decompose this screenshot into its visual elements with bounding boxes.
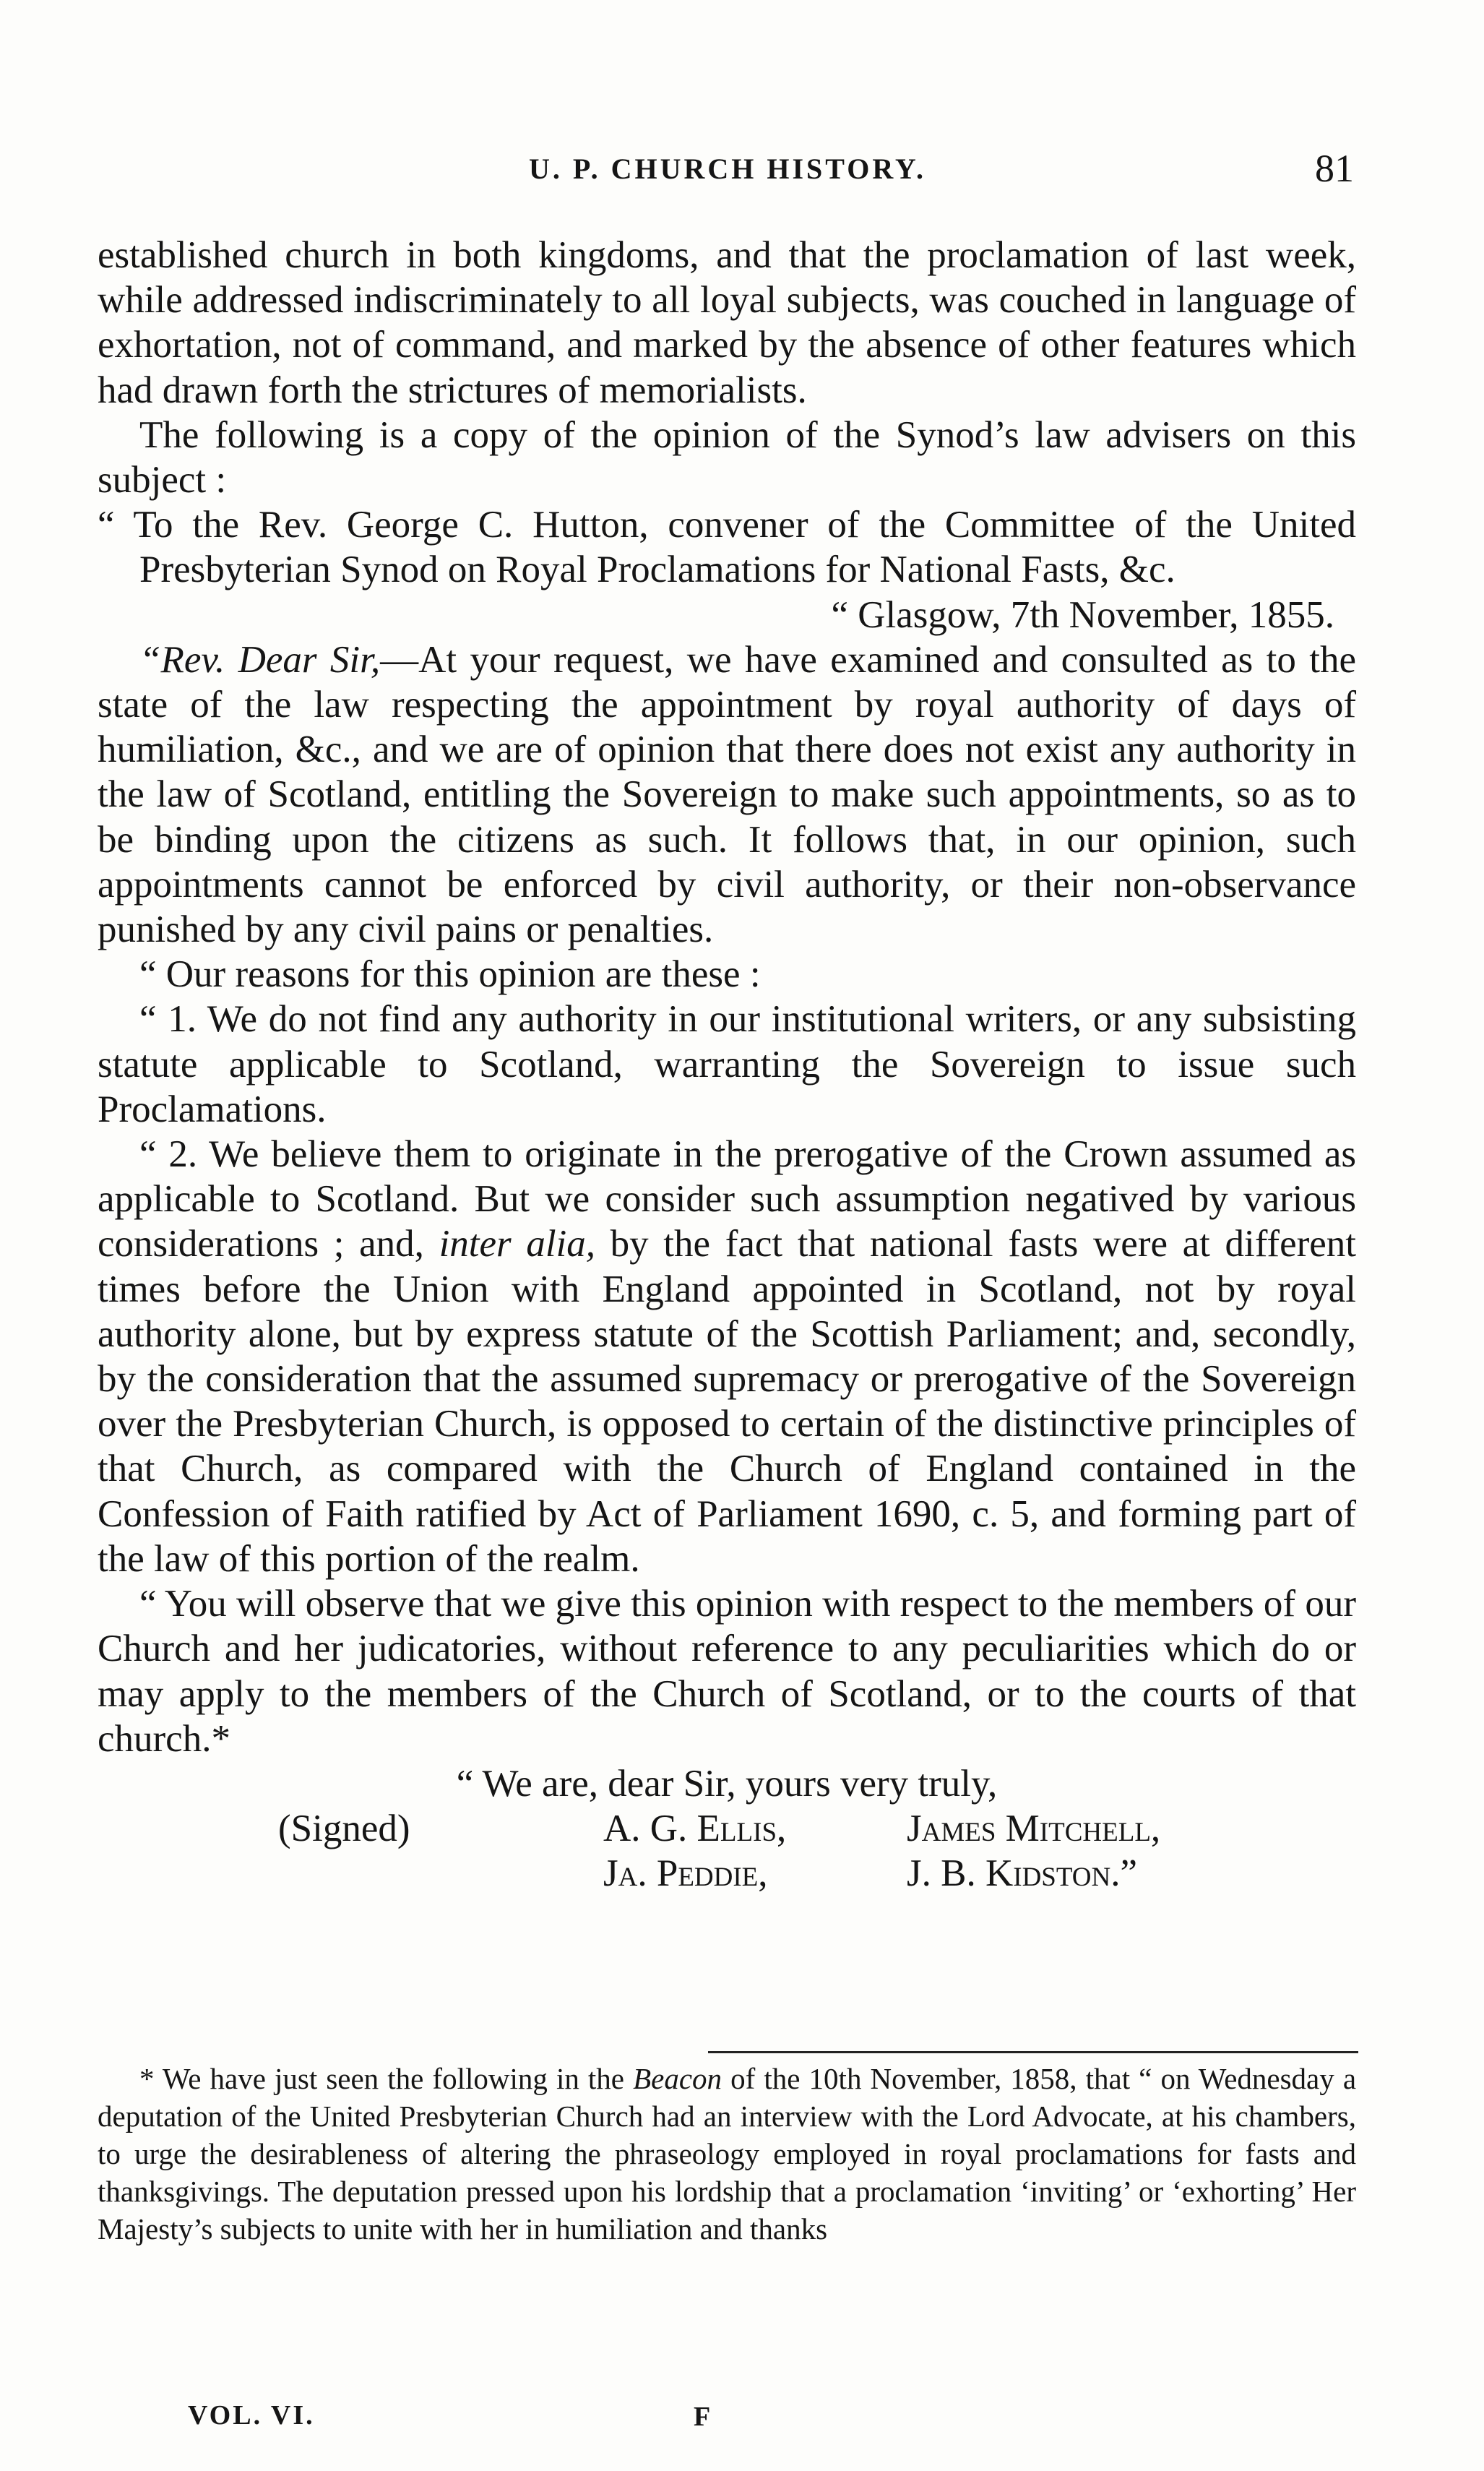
signatory-mitchell: James Mitchell, (907, 1808, 1161, 1850)
paragraph-reason-2 (98, 1132, 1356, 1581)
signatory-ellis: A. G. Ellis, (603, 1808, 787, 1850)
page-number: 81 (1315, 147, 1354, 190)
page-header (101, 147, 1354, 195)
letter-closing: “ We are, dear Sir, yours very truly, (456, 1762, 998, 1805)
footnote (98, 2060, 1356, 2248)
signature-block (98, 1806, 1356, 1896)
paragraph-opinion-intro: The following is a copy of the opinion of the Synod’s law advisers on this subject : (98, 413, 1356, 502)
salutation-body: —At your request, we have examined and consulted as to the state of the law respecting the appointment by royal authority of days of humiliation, &c., and we are of opinion that there does not exist any authority in the law of Scotland, entitling the Sovereign to make such appointments, so as to be binding upon the citizens as such. It follows that, in our opinion, such appointments cannot be enforced by civil authority, or their non-observance punished by any civil pains or penalties. (98, 638, 1356, 951)
paragraph-reasons-intro: “ Our reasons for this opinion are these : (139, 953, 761, 996)
footnote-divider (708, 2051, 1358, 2053)
running-head: U. P. CHURCH HISTORY. (528, 152, 927, 185)
reason-2-part-b: by the fact that national fasts were at different times before the Union with England appointed in Scotland, not by royal authority alone, but by express statute of the Scottish Parliament; and, secondly, by the consideration that the assumed supremacy or prerogative of the Sovereign over the Presbyterian Church, is opposed to certain of the distinctive principles of that Church, as compared with the Church of England contained in the Confession of Faith ratified by Act of Parliament 1690, c. 5, and forming part of the law of this portion of the realm. (98, 1223, 1357, 1580)
letter-dateline: “ Glasgow, 7th November, 1855. (831, 593, 1334, 636)
signatory-kidston: J. B. Kidston.” (907, 1852, 1138, 1895)
footnote-publication: Beacon (633, 2062, 722, 2095)
footnote-pre: * We have just seen the following in the (139, 2062, 625, 2095)
footnote-post: of the 10th November, 1858, that “ on Wednesday a deputation of the United Presbyterian Church had an interview with the Lord Advocate, at his chambers, to urge the desirableness of altering the phraseology employed in royal proclamations for fasts and thanksgivings. The deputation pressed upon his lordship that a proclamation ‘inviting’ or ‘exhorting’ Her Majesty’s subjects to unite with her in humiliation and thanks (98, 2062, 1357, 2246)
paragraph-salutation (98, 637, 1356, 952)
body-text (98, 233, 1356, 1896)
reason-2-part-a: “ 2. We believe them to originate in the prerogative of the Crown assumed as applicable to Scotland. But we consider such assumption negatived by various considerations ; and, (98, 1133, 1356, 1265)
letter-address: “ To the Rev. George C. Hutton, convener of the Committee of the United Presbyterian Synod on Royal Proclamations for National Fasts, &c. (98, 504, 1356, 591)
reason-2-emphasis: inter alia, (439, 1223, 596, 1265)
salutation: “Rev. Dear Sir, (139, 638, 381, 681)
volume-label: VOL. VI. (188, 2400, 315, 2431)
paragraph-reason-1: “ 1. We do not find any authority in our institutional writers, or any subsisting statute applicable to Scotland, warranting the Sovereign to issue such Proclamations. (98, 998, 1356, 1130)
signature-mark: F (694, 2402, 711, 2432)
signed-label: (Signed) (278, 1808, 410, 1850)
signatory-peddie: Ja. Peddie, (603, 1852, 768, 1895)
paragraph-continuation: established church in both kingdoms, and that the proclamation of last week, while addressed indiscriminately to all loyal subjects, was couched in language of exhortation, not of command, and marked by the absence of other features which had drawn forth the strictures of memorialists. (98, 234, 1356, 411)
footnote-text (98, 2060, 1356, 2248)
paragraph-observation: “ You will observe that we give this opinion with respect to the members of our Church and her judicatories, without reference to any peculiarities which do or may apply to the members of the Church of Scotland, or to the courts of that church.* (98, 1583, 1356, 1760)
